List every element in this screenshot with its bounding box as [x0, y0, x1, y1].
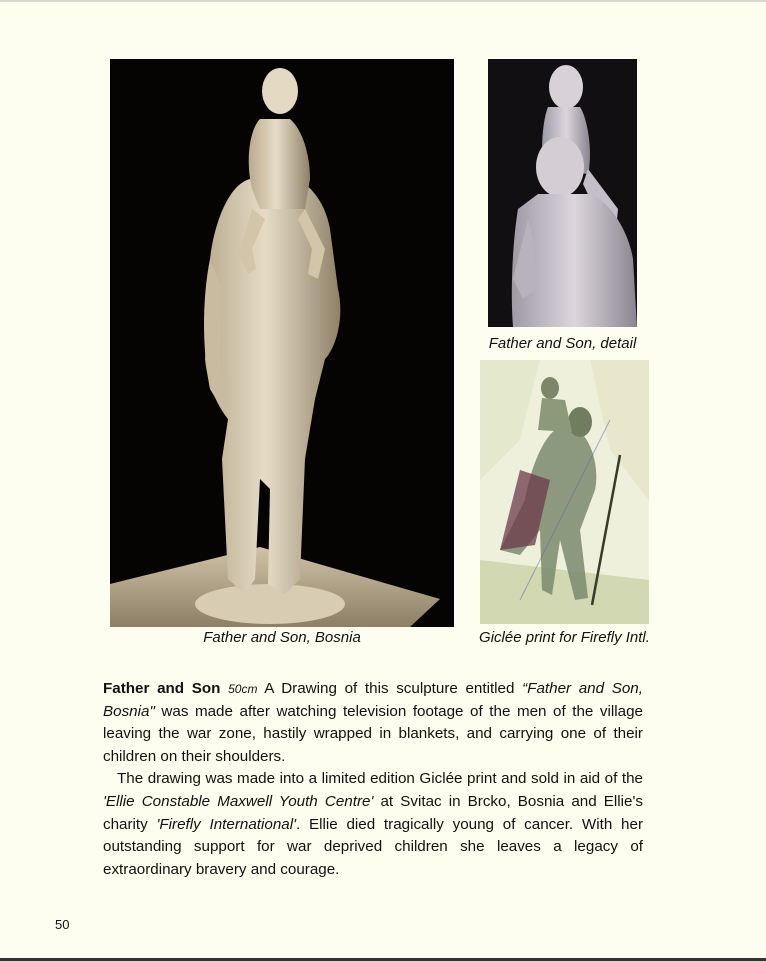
sculpture-title: Father and Son — [103, 680, 221, 697]
p2-text-e: . Ellie died tragically young of cancer. With her outstanding support for war deprived children she leaves a legacy of extraordinary bravery and courage. — [103, 815, 644, 878]
paragraph-2 — [103, 768, 643, 881]
sculpture-size: 50cm — [228, 682, 258, 696]
detail-sculpture-photo — [488, 59, 637, 327]
p1-text-a: A Drawing of this sculpture entitled — [257, 680, 523, 697]
paragraph-1 — [103, 678, 643, 768]
giclee-print-image — [480, 360, 649, 624]
youth-centre-name: 'Ellie Constable Maxwell Youth Centre' — [103, 792, 374, 810]
page-number: 50 — [55, 917, 70, 932]
print-caption: Giclée print for Firefly Intl. — [479, 629, 650, 646]
drawing-title: “Father and Son, Bosnia" — [103, 680, 643, 720]
charity-name: 'Firefly International' — [156, 815, 296, 833]
p2-text-a: The drawing was made into a limited edition Giclée print and sold in aid of the — [117, 770, 643, 788]
p1-text-c: was made after watching television footage of the men of the village leaving the war zone, hastily wrapped in blankets, and carrying one of their children on their shoulders. — [103, 702, 643, 765]
main-sculpture-photo — [110, 59, 454, 627]
detail-photo-caption: Father and Son, detail — [488, 335, 637, 352]
page-top-edge — [0, 0, 766, 2]
article-body — [103, 678, 643, 881]
main-photo-caption: Father and Son, Bosnia — [203, 629, 361, 646]
p2-text-c: at Svitac in Brcko, Bosnia and Ellie's charity — [103, 792, 643, 833]
